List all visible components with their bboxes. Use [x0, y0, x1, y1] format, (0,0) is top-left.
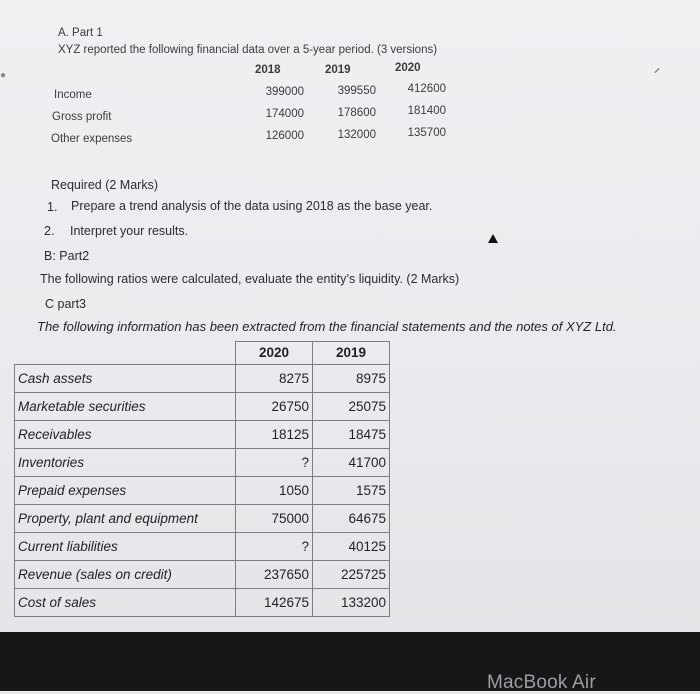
- table-cell-2019: 64675: [313, 505, 390, 533]
- income-2020: 412600: [407, 83, 446, 95]
- table-cell-2019: 8975: [313, 365, 390, 393]
- table-row: [15, 365, 390, 393]
- gross-profit-2020: 181400: [407, 105, 446, 117]
- other-expenses-2018: 126000: [265, 130, 304, 142]
- table-row-label: Property, plant and equipment: [15, 505, 236, 533]
- table-row: [15, 393, 390, 421]
- gross-profit-2019: 178600: [337, 107, 376, 119]
- table-header-2020: 2020: [236, 342, 313, 365]
- table-row: [15, 533, 390, 561]
- table-row-label: Receivables: [15, 421, 236, 449]
- device-brand-label: MacBook Air: [487, 672, 596, 693]
- part-b-heading: B: Part2: [44, 249, 90, 263]
- table-row-label: Cost of sales: [15, 589, 236, 617]
- table-cell-2019: 1575: [313, 477, 390, 505]
- other-expenses-2019: 132000: [337, 129, 376, 141]
- part-a-heading: A. Part 1: [58, 27, 103, 39]
- table-cell-2020: 75000: [236, 505, 313, 533]
- table-row: [15, 477, 390, 505]
- income-2019: 399550: [337, 85, 376, 97]
- part-c-heading: C part3: [45, 297, 86, 311]
- question-1: Prepare a trend analysis of the data using 2018 as the base year.: [71, 199, 433, 213]
- year-header-2020: 2020: [395, 62, 421, 74]
- table-row: [15, 449, 390, 477]
- other-expenses-2020: 135700: [407, 127, 446, 139]
- table-row-label: Prepaid expenses: [15, 477, 236, 505]
- table-header-2019: 2019: [313, 342, 390, 365]
- table-cell-2020: 1050: [236, 477, 313, 505]
- part-b-text: The following ratios were calculated, evaluate the entity’s liquidity. (2 Marks): [40, 272, 460, 286]
- table-cell-2020: 142675: [236, 589, 313, 617]
- table-row: [15, 561, 390, 589]
- year-header-2018: 2018: [255, 64, 281, 76]
- year-header-2019: 2019: [325, 64, 351, 76]
- question-2: Interpret your results.: [70, 224, 189, 238]
- table-cell-2019: 18475: [313, 421, 390, 449]
- table-cell-2019: 133200: [313, 589, 390, 617]
- required-heading: Required (2 Marks): [51, 178, 158, 192]
- table-row: [15, 421, 390, 449]
- table-row: [15, 589, 390, 617]
- table-row-label: Revenue (sales on credit): [15, 561, 236, 589]
- table-row-label: Marketable securities: [15, 393, 236, 421]
- financial-data-table: [14, 341, 390, 617]
- table-cell-2020: ?: [236, 449, 313, 477]
- part-c-text: The following information has been extracted from the financial statements and the notes of XYZ Ltd.: [37, 319, 617, 334]
- table-row-label: Inventories: [15, 449, 236, 477]
- row-label-other-expenses: Other expenses: [51, 133, 133, 145]
- gross-profit-2018: 174000: [265, 108, 304, 120]
- table-row-label: Current liabilities: [15, 533, 236, 561]
- table-cell-2020: 8275: [236, 365, 313, 393]
- edge-mark: ●: [0, 70, 7, 81]
- table-cell-2019: 25075: [313, 393, 390, 421]
- question-1-number: 1.: [47, 200, 58, 214]
- table-cell-2019: 41700: [313, 449, 390, 477]
- table-cell-2020: 237650: [236, 561, 313, 589]
- table-header-blank: [15, 342, 236, 365]
- part-a-intro: XYZ reported the following financial data over a 5-year period. (3 versions): [58, 44, 438, 56]
- income-2018: 399000: [265, 86, 304, 98]
- table-cell-2020: 26750: [236, 393, 313, 421]
- table-cell-2019: 40125: [313, 533, 390, 561]
- table-cell-2020: 18125: [236, 421, 313, 449]
- table-row: [15, 505, 390, 533]
- table-row-label: Cash assets: [15, 365, 236, 393]
- table-cell-2020: ?: [236, 533, 313, 561]
- row-label-income: Income: [54, 89, 92, 101]
- question-2-number: 2.: [44, 224, 55, 238]
- row-label-gross-profit: Gross profit: [52, 111, 112, 123]
- table-cell-2019: 225725: [313, 561, 390, 589]
- table-header-row: [15, 342, 390, 365]
- mouse-cursor-icon: [488, 234, 498, 243]
- pen-mark: [655, 68, 660, 73]
